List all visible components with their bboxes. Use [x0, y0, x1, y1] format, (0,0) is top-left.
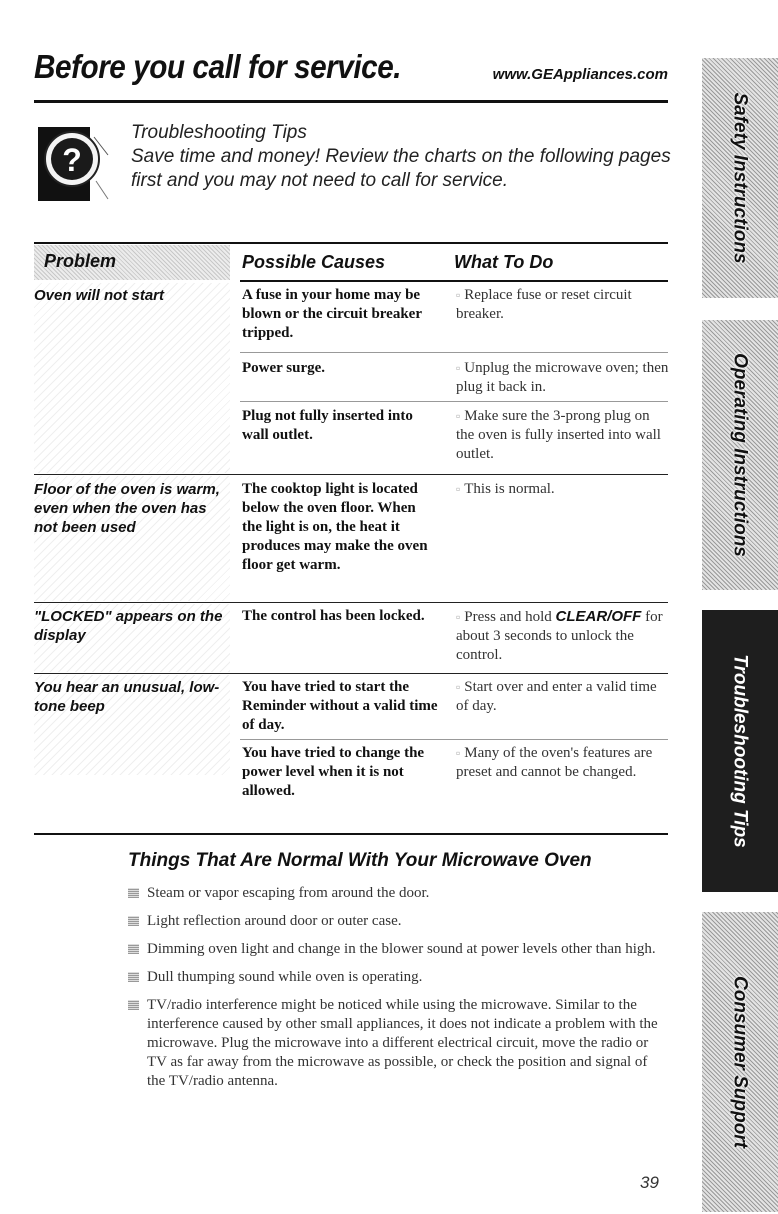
row-divider [34, 673, 668, 674]
bullet-icon: ▫ [456, 409, 461, 423]
row-divider [240, 352, 668, 353]
todo-text: ▫ Make sure the 3-prong plug on the oven is fully inserted into wall outlet. [456, 408, 661, 462]
cause-text: A fuse in your home may be blown or the circuit breaker tripped. [242, 287, 422, 341]
todo-text: ▫ This is normal. [456, 481, 555, 497]
problem-text: You hear an unusual, low-tone beep [34, 679, 220, 715]
website-url[interactable]: www.GEAppliances.com [492, 66, 668, 83]
bullet-icon: ▫ [456, 610, 461, 624]
tab-consumer-support[interactable] [702, 912, 778, 1212]
bullet-icon [128, 944, 139, 954]
row-divider [240, 401, 668, 402]
cause-text: Power surge. [242, 360, 326, 376]
todo-text: ▫ Start over and enter a valid time of day. [456, 679, 657, 714]
bullet-icon [128, 888, 139, 898]
bullet-icon: ▫ [456, 482, 461, 496]
bullet-icon: ▫ [456, 746, 461, 760]
tab-label: Troubleshooting Tips [729, 654, 751, 848]
causes-column-header: Possible Causes [242, 252, 386, 272]
header-rule [240, 280, 668, 282]
todo-text: ▫ Press and hold CLEAR/OFF for about 3 seconds to unlock the control. [456, 608, 663, 663]
bullet-icon [128, 916, 139, 926]
table-bottom-rule [34, 833, 668, 835]
cause-text: The cooktop light is located below the oven floor. When the light is on, the heat it produces may make the oven floor get warm. [242, 481, 428, 573]
problem-text: "LOCKED" appears on the display [34, 608, 223, 644]
bullet-icon [128, 972, 139, 982]
row-divider [34, 602, 668, 603]
tab-label: Consumer Support [729, 975, 751, 1149]
tab-safety-instructions[interactable] [702, 58, 778, 298]
list-item: TV/radio interference might be noticed while using the microwave. Similar to the interference caused by other small appliances, it does not indicate a problem with the microwave. Plug the microwave into a different electrical circuit, move the radio or TV as far away from the microwave as possible, or check the position and signal of the TV/radio antenna. [128, 996, 668, 1091]
cause-text: You have tried to change the power level when it is not allowed. [242, 745, 425, 799]
row-divider [240, 739, 668, 740]
tab-label: Safety Instructions [729, 92, 751, 264]
page-number: 39 [640, 1173, 659, 1192]
page-title: Before you call for service. [34, 48, 402, 85]
clear-off-key: CLEAR/OFF [555, 608, 642, 625]
list-item: Dimming oven light and change in the blower sound at power levels other than high. [128, 940, 668, 959]
list-item: Steam or vapor escaping from around the door. [128, 884, 668, 903]
list-item: Dull thumping sound while oven is operating. [128, 968, 668, 987]
list-item: Light reflection around door or outer case. [128, 912, 668, 931]
tab-label: Operating Instructions [729, 353, 751, 557]
svg-text:?: ? [62, 142, 82, 178]
cause-text: The control has been locked. [242, 608, 425, 624]
problem-text: Oven will not start [34, 287, 165, 304]
row-divider [34, 474, 668, 475]
cause-text: Plug not fully inserted into wall outlet. [242, 408, 413, 443]
bullet-icon [128, 1000, 139, 1010]
bullet-icon: ▫ [456, 680, 461, 694]
todo-column-header: What To Do [454, 252, 554, 272]
problem-column-header: Problem [34, 245, 230, 280]
normal-things-heading: Things That Are Normal With Your Microwave Oven [128, 850, 592, 871]
question-mark-icon [38, 123, 110, 201]
troubleshooting-intro [131, 121, 671, 193]
bullet-icon: ▫ [456, 288, 461, 302]
tab-troubleshooting-tips[interactable] [702, 610, 778, 892]
tips-heading: Troubleshooting Tips [131, 122, 307, 143]
todo-text: ▫ Many of the oven's features are preset and cannot be changed. [456, 745, 653, 780]
problem-cell [34, 283, 230, 473]
bullet-icon: ▫ [456, 361, 461, 375]
normal-things-list [128, 884, 668, 1100]
problem-text: Floor of the oven is warm, even when the oven has not been used [34, 481, 220, 536]
tab-operating-instructions[interactable] [702, 320, 778, 590]
header-rule [34, 100, 668, 103]
tips-line: Save time and money! Review the charts on the following pages [131, 146, 671, 167]
table-top-rule [34, 242, 668, 244]
todo-text: ▫ Unplug the microwave oven; then plug it back in. [456, 360, 669, 395]
cause-text: You have tried to start the Reminder without a valid time of day. [242, 679, 438, 733]
todo-text: ▫ Replace fuse or reset circuit breaker. [456, 287, 632, 322]
tips-line: first and you may not need to call for service. [131, 170, 509, 191]
